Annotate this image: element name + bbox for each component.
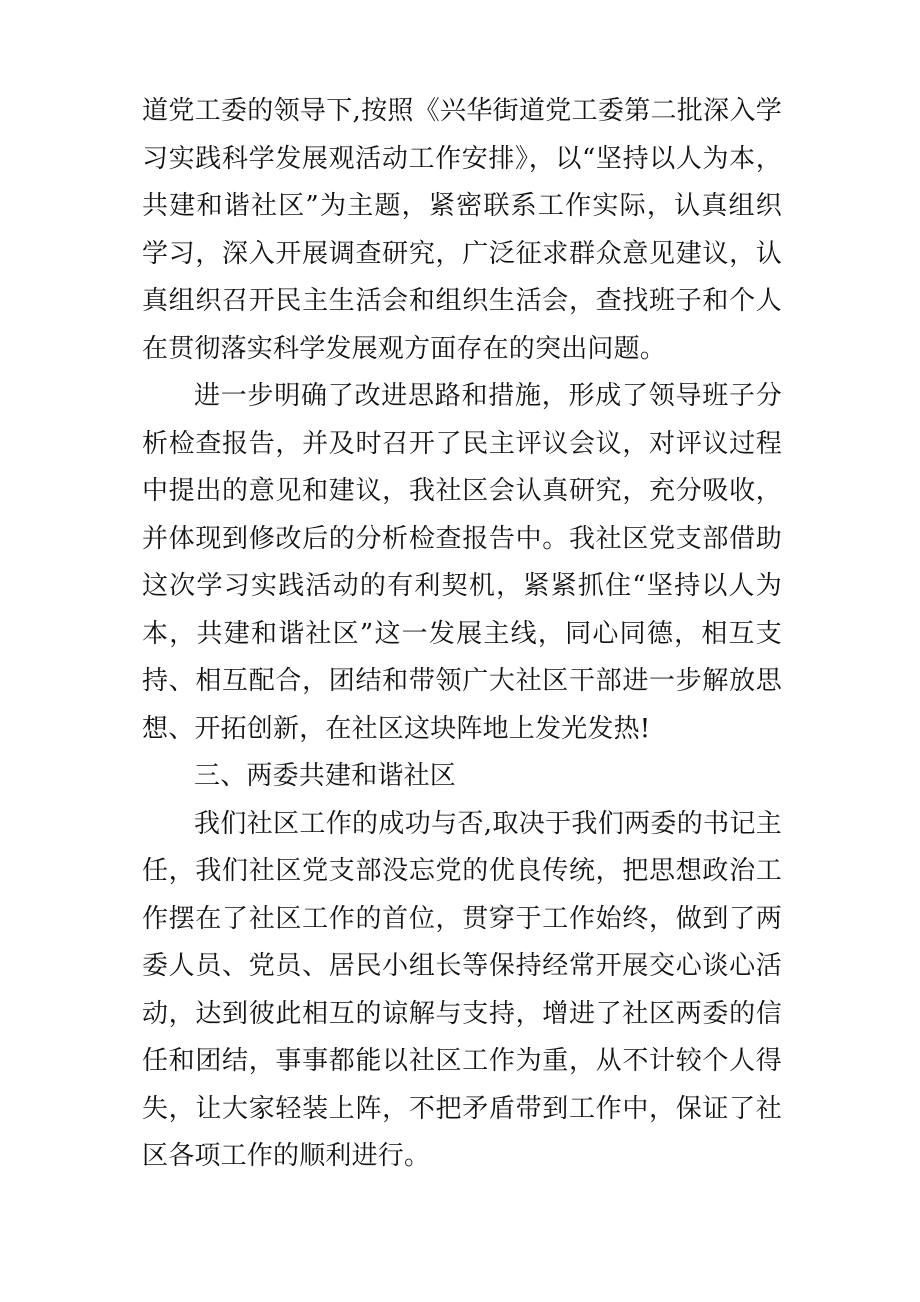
paragraph-two-committees-cooperation: 我们社区工作的成功与否,取决于我们两委的书记主任，我们社区党支部没忘党的优良传统，把思想政治工作摆在了社区工作的首位，贯穿于工作始终，做到了两委人员、党员、居民小组长等保持经常开展交心谈心活动，达到彼此相互的谅解与支持，增进了社区两委的信任和团结，事事都能以社区工作为重，从不计较个人得失，让大家轻装上阵，不把矛盾带到工作中，保证了社区各项工作的顺利进行。 (142, 808, 782, 1171)
document-body (142, 88, 782, 1181)
paragraph-party-work-intro: 道党工委的领导下,按照《兴华街道党工委第二批深入学习实践科学发展观活动工作安排》，以“坚持以人为本，共建和谐社区”为主题，紧密联系工作实际，认真组织学习，深入开展调查研究，广泛征求群众意见建议，认真组织召开民主生活会和组织生活会，查找班子和个人在贯彻落实科学发展观方面存在的突出问题。 (142, 96, 782, 364)
section-heading-two-committees: 三、两委共建和谐社区 (194, 761, 457, 791)
paragraph-improvement-measures: 进一步明确了改进思路和措施，形成了领导班子分析检查报告，并及时召开了民主评议会议，对评议过程中提出的意见和建议，我社区会认真研究，充分吸收，并体现到修改后的分析检查报告中。我社区党支部借助这次学习实践活动的有利契机，紧紧抓住“坚持以人为本，共建和谐社区”这一发展主线，同心同德，相互支持、相互配合，团结和带领广大社区干部进一步解放思想、开拓创新，在社区这块阵地上发光发热! (142, 381, 782, 744)
